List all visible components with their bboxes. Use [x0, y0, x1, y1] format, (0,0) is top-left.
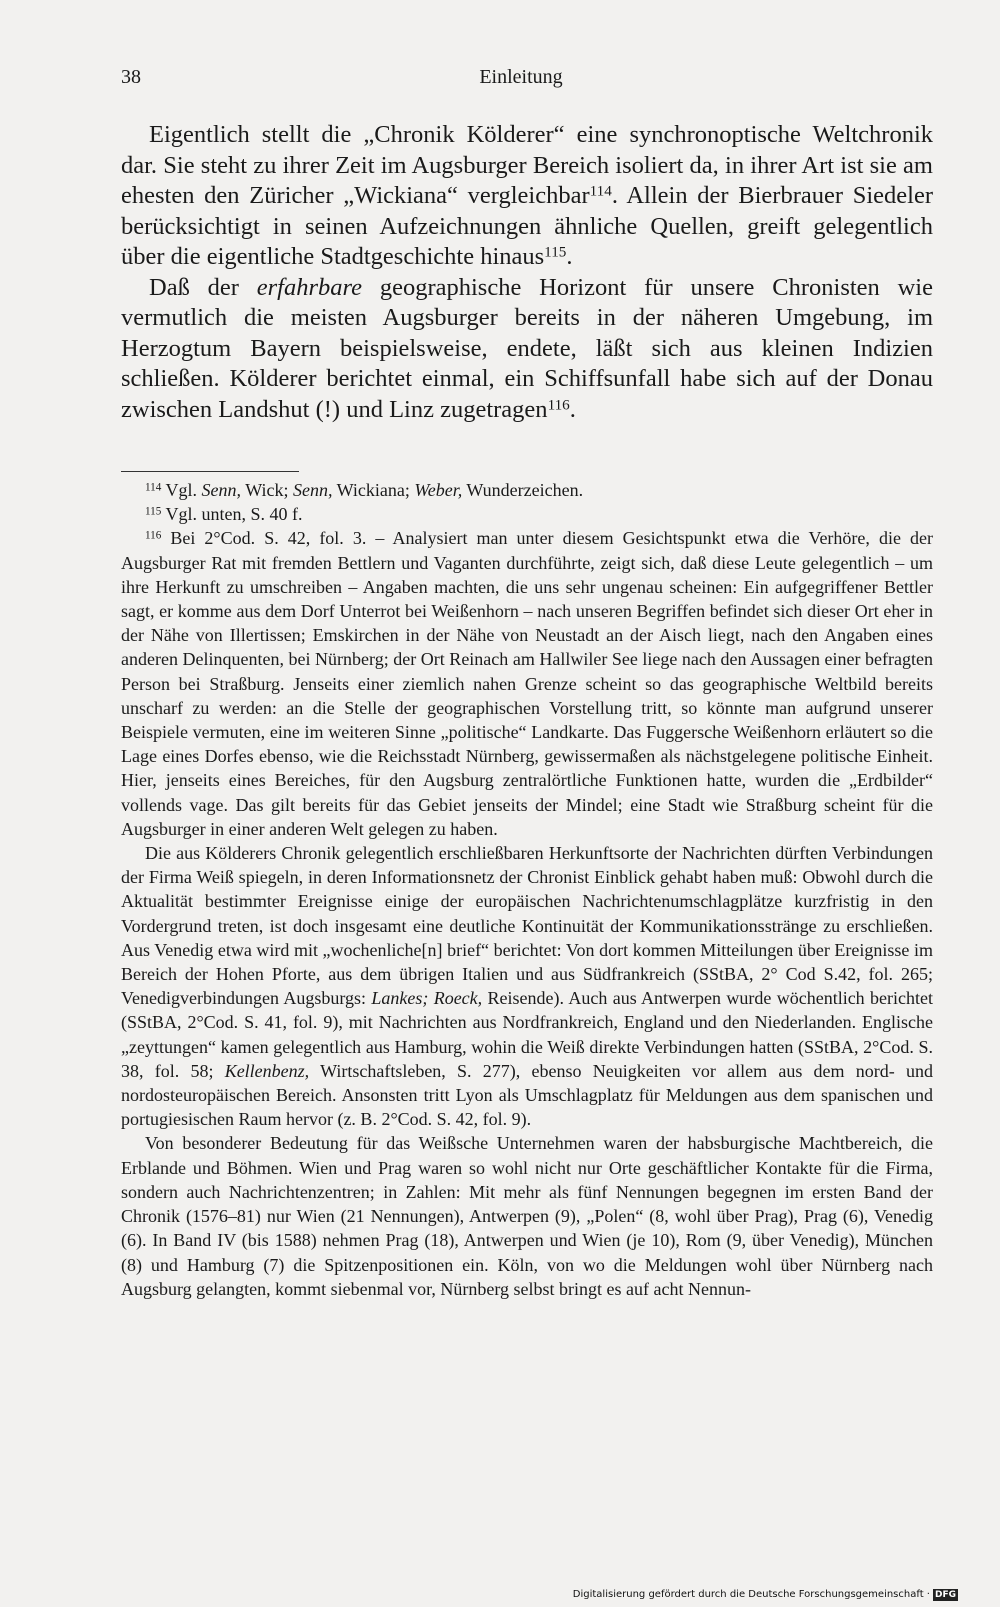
text-run: Von besonderer Bedeutung für das Weißsche Unternehmen waren der habsburgische Machtbereich, die Erblande und Böhmen. Wien und Prag waren so wohl nicht nur Orte geschäftlicher Kontakte für die Firma, sondern auch Nachrichtenzentren; in Zahlen: Mit mehr als fünf Nennungen begegnen im ersten Band der Chronik (1576–81) nur Wien (21 Nennungen), Antwerpen (9), „Polen“ (8, wohl über Prag), Prag (6), Venedig (6). In Band IV (bis 1588) nehmen Prag (18), Antwerpen und Wien (je 10), Rom (9, über Venedig), München (8) und Hamburg (7) die Spitzenpositionen ein. Köln, von wo die Meldungen wohl über Nürnberg nach Augsburg gelangten, kommt siebenmal vor, Nürnberg selbst bringt es auf acht Nennun-	[121, 1133, 933, 1299]
main-text	[121, 120, 933, 425]
digitization-credit	[573, 1589, 958, 1601]
paragraph	[121, 120, 933, 273]
running-head	[121, 62, 921, 92]
text-run: Die aus Kölderers Chronik gelegentlich erschließbaren Herkunftsorte der Nachrichten dürften Verbindungen der Firma Weiß spiegeln, in deren Informationsnetz der Chronist Einblick gehabt haben muß: Obwohl durch die Aktualität bestimmter Ereignisse einige der europäischen Nachrichtenumschlagplätze kurzfristig in den Vordergrund treten, ist doch insgesamt eine deutliche Kontinuität der Kommunikationsstränge zu erschließen. Aus Venedig etwa wird mit „wochenliche[n] brief“ berichtet: Von dort kommen Mitteilungen über Ereignisse im Bereich der Hohen Pforte, aus dem übrigen Italien und aus Südfrankreich (SStBA, 2° Cod S.42, fol. 265; Venedigverbindungen Augsburgs:	[121, 843, 933, 1009]
paragraph	[121, 273, 933, 426]
author-name: Weber,	[414, 480, 463, 500]
text-run: Wickiana;	[332, 480, 415, 500]
text-run: .	[566, 243, 573, 270]
footnote-number: 115	[145, 505, 162, 518]
footnote-separator	[121, 471, 299, 472]
text-run: Wick;	[241, 480, 293, 500]
footnote-116	[121, 526, 933, 841]
text-run: . Allein der Bierbrauer Siedeler berücksichtigt in seinen Aufzeichnungen ähnliche Quellen, greift gelegentlich über die eigentliche Stadtgeschichte hinaus	[121, 182, 934, 270]
footnote-116-continuation	[121, 841, 933, 1131]
page-number: 38	[121, 66, 141, 88]
author-name: Lankes; Roeck,	[371, 988, 483, 1009]
text-run: geographische Horizont für unsere Chronisten wie vermutlich die meisten Augsburger bereits in der näheren Umgebung, im Herzogtum Bayern beispielsweise, endete, läßt sich aus kleinen Indizien schließen. Kölderer berichtet einmal, ein Schiffsunfall habe sich auf der Donau zwischen Landshut (!) und Linz zugetragen	[121, 273, 933, 423]
footnote-ref: 115	[544, 243, 567, 261]
emphasis: erfahrbare	[256, 273, 363, 301]
text-run: .	[569, 395, 576, 423]
author-name: Senn,	[201, 480, 242, 500]
footnote-114	[121, 478, 933, 502]
text-run: Wunderzeichen.	[462, 480, 584, 500]
text-run: Eigentlich stellt die „Chronik Kölderer“ eine synchronoptische Weltchronik dar. Sie steht zu ihrer Zeit im Augsburger Bereich isoliert da, in ihrer Art ist sie am ehesten den Züricher „Wickiana“ vergleichbar	[121, 121, 933, 209]
footnote-number: 116	[145, 529, 162, 542]
text-run: Reisende). Auch aus Antwerpen wurde wöchentlich berichtet (SStBA, 2°Cod. S. 41, fol. 9), mit Nachrichten aus Nordfrankreich, England und den Niederlanden. Englische „zeyttungen“ kamen gelegentlich aus Hamburg, wohin die Weiß direkte Verbindungen hatten (SStBA, 2°Cod. S. 38, fol. 58;	[121, 988, 934, 1081]
footnotes	[121, 478, 933, 1301]
header-title: Einleitung	[479, 66, 563, 88]
footnote-ref: 114	[589, 182, 612, 200]
text-run: Vgl.	[161, 480, 202, 500]
footnote-number: 114	[145, 481, 162, 494]
footnote-ref: 116	[547, 395, 570, 413]
author-name: Kellenbenz,	[224, 1060, 310, 1081]
footnote-116-continuation	[121, 1131, 933, 1300]
text-run: Vgl. unten, S. 40 f.	[161, 504, 303, 525]
credit-text: Digitalisierung gefördert durch die Deutsche Forschungsgemeinschaft ·	[572, 1589, 930, 1600]
footnote-115	[121, 502, 933, 526]
author-name: Senn,	[292, 480, 333, 500]
text-run: Bei 2°Cod. S. 42, fol. 3. – Analysiert man unter diesem Gesichtspunkt etwa die Verhöre, die der Augsburger Rat mit fremden Bettlern und Vaganten durchführte, zeigt sich, daß diese Leute gelegentlich – um ihre Herkunft zu umschreiben – Angaben machten, die uns sehr ungenau scheinen: Ein aufgegriffener Bettler sagt, er komme aus dem Dorf Unterrot bei Weißenhorn – nach unseren Begriffen befindet sich dieser Ort eher in der Nähe von Illertissen; Emskirchen in der Nähe von Neustadt an der Aisch liegt, nach den Angaben eines anderen Delinquenten, bei Nürnberg; der Ort Reinach am Hallwiler See liege nach den Aussagen einer befragten Person bei Straßburg. Jenseits einer ziemlich nahen Grenze scheint so das geographische Weltbild bereits unscharf zu werden: an die Stelle der geographischen Vorstellung tritt, so könnte man aufgrund unserer Beispiele vermuten, eine im weiteren Sinne „politische“ Landkarte. Das Fuggersche Weißenhorn erläutert so die Lage eines Dorfes ebenso, wie die Reichsstadt Nürnberg, gewissermaßen als nächstgelegene politische Einheit. Hier, jenseits eines Bereiches, für den Augsburg zentralörtliche Funktionen hatte, wurden die „Erdbilder“ vollends vage. Das gilt bereits für das Gebiet jenseits der Mindel; eine Stadt wie Straßburg scheint für die Augsburger in einer anderen Welt gelegen zu haben.	[121, 528, 933, 839]
text-run: Daß der	[149, 273, 257, 301]
dfg-logo-icon: DFG	[934, 1590, 956, 1600]
text-run: Wirtschaftsleben, S. 277), ebenso Neuigkeiten vor allem aus dem nord- und nordosteuropäischen Bereich. Ansonsten tritt Lyon als Umschlagplatz für Meldungen aus dem spanischen und portugiesischen Raum hervor (z. B. 2°Cod. S. 42, fol. 9).	[121, 1060, 933, 1130]
